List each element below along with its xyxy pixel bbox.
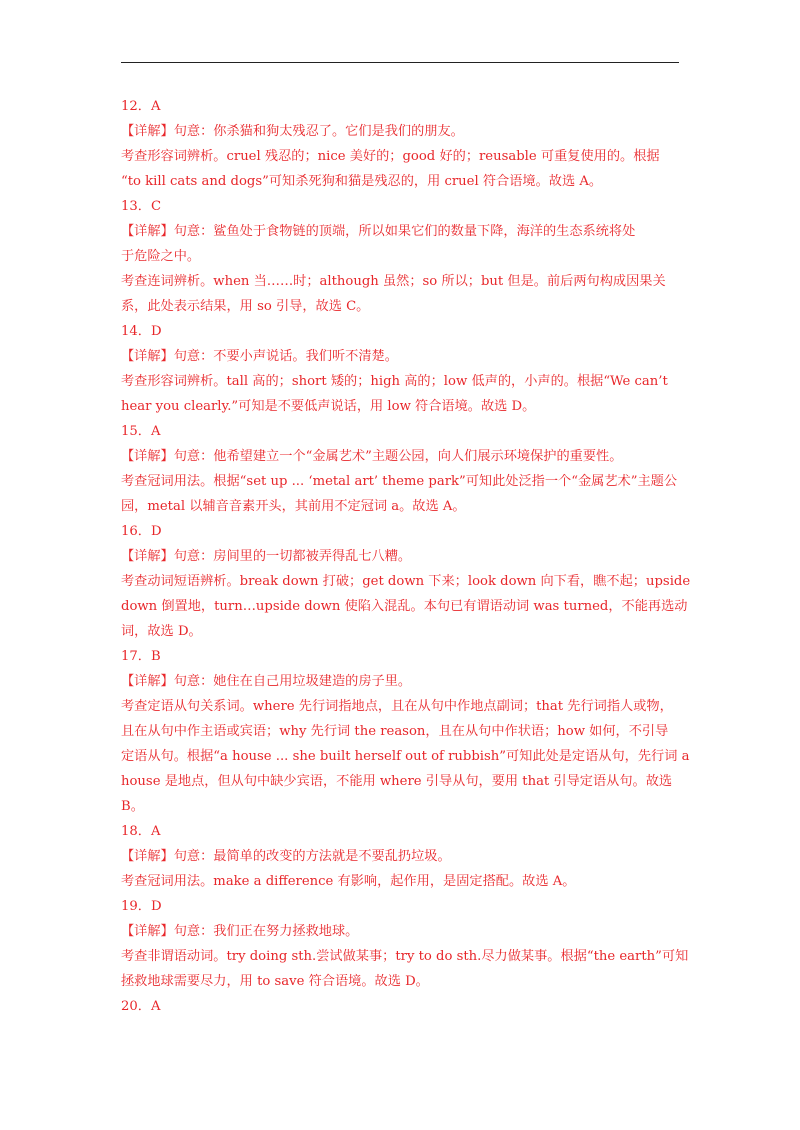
explanation-line: 拯救地球需要尽力，用 to save 符合语境。故选 D。 (121, 974, 429, 989)
explanation-line: 考查形容词辨析。tall 高的；short 矮的；high 高的；low 低声的，小声的。根据“We can’t (121, 374, 668, 389)
explanation-line: 考查冠词用法。make a difference 有影响，起作用，是固定搭配。故选 A。 (121, 874, 576, 889)
explanation-line: 考查非谓语动词。try doing sth.尝试做某事；try to do sth.尽力做某事。根据“the earth”可知 (121, 949, 689, 964)
answer-number: 20．A (121, 999, 161, 1014)
explanation-line: 系，此处表示结果，用 so 引导，故选 C。 (121, 299, 370, 314)
explanation-line: 考查连词辨析。when 当……时；although 虽然；so 所以；but 但是。前后两句构成因果关 (121, 274, 666, 289)
answer-number: 18．A (121, 824, 161, 839)
explanation-line: 【详解】句意：不要小声说话。我们听不清楚。 (121, 349, 398, 364)
explanation-line: 于危险之中。 (121, 249, 201, 264)
answer-number: 13．C (121, 199, 162, 214)
explanation-line: 考查冠词用法。根据“set up ... ‘metal art’ theme park”可知此处泛指一个“金属艺术”主题公 (121, 474, 678, 489)
explanation-line: 【详解】句意：鲨鱼处于食物链的顶端，所以如果它们的数量下降，海洋的生态系统将处 (121, 224, 636, 239)
answer-number: 16．D (121, 524, 162, 539)
explanation-line: 考查定语从句关系词。where 先行词指地点，且在从句中作地点副词；that 先行词指人或物， (121, 699, 673, 714)
explanation-line: 且在从句中作主语或宾语；why 先行词 the reason，且在从句中作状语；how 如何，不引导 (121, 724, 669, 739)
answer-explanations (121, 94, 691, 1019)
explanation-line: 【详解】句意：我们正在努力拯救地球。 (121, 924, 359, 939)
explanation-line: 定语从句。根据“a house ... she built herself out of rubbish”可知此处是定语从句，先行词 a (121, 749, 690, 764)
header-rule (121, 62, 679, 63)
explanation-line: 考查形容词辨析。cruel 残忍的；nice 美好的；good 好的；reusable 可重复使用的。根据 (121, 149, 660, 164)
answer-number: 17．B (121, 649, 161, 664)
explanation-line: hear you clearly.”可知是不要低声说话，用 low 符合语境。故选 D。 (121, 399, 536, 414)
explanation-line: “to kill cats and dogs”可知杀死狗和猫是残忍的，用 cruel 符合语境。故选 A。 (121, 174, 603, 189)
answer-number: 14．D (121, 324, 162, 339)
explanation-line: 【详解】句意：他希望建立一个“金属艺术”主题公园，向人们展示环境保护的重要性。 (121, 449, 623, 464)
explanation-line: 考查动词短语辨析。break down 打破；get down 下来；look down 向下看，瞧不起；upside (121, 574, 691, 589)
explanation-line: 【详解】句意：你杀猫和狗太残忍了。它们是我们的朋友。 (121, 124, 464, 139)
explanation-line: down 倒置地，turn…upside down 使陷入混乱。本句已有谓语动词 was turned，不能再选动 (121, 599, 688, 614)
explanation-line: 【详解】句意：最简单的改变的方法就是不要乱扔垃圾。 (121, 849, 451, 864)
explanation-line: 【详解】句意：她住在自己用垃圾建造的房子里。 (121, 674, 412, 689)
explanation-line: 【详解】句意：房间里的一切都被弄得乱七八糟。 (121, 549, 412, 564)
explanation-line: B。 (121, 799, 144, 814)
answer-number: 19．D (121, 899, 162, 914)
explanation-line: 园，metal 以辅音音素开头，其前用不定冠词 a。故选 A。 (121, 499, 466, 514)
explanation-line: house 是地点，但从句中缺少宾语，不能用 where 引导从句，要用 that 引导定语从句。故选 (121, 774, 673, 789)
explanation-line: 词，故选 D。 (121, 624, 202, 639)
answer-number: 15．A (121, 424, 161, 439)
answer-number: 12．A (121, 99, 161, 114)
